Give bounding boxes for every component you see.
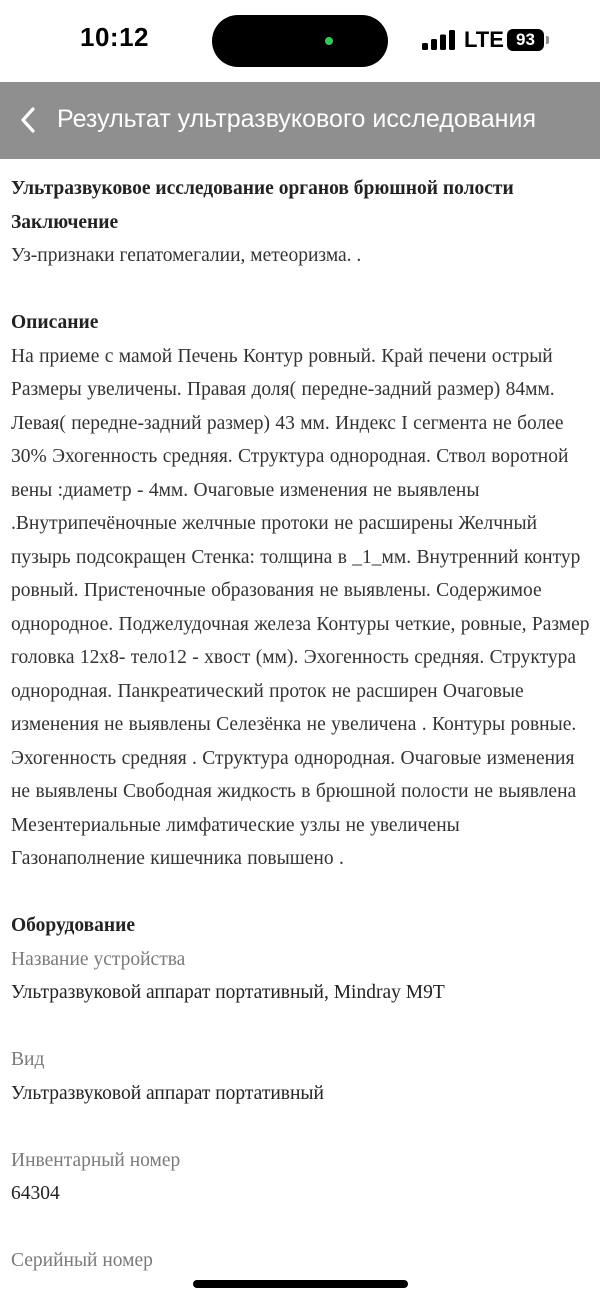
equipment-label: Оборудование xyxy=(11,915,136,936)
page-title: Результат ультразвукового исследования xyxy=(57,105,536,133)
device-name-label: Название устройства xyxy=(11,948,186,970)
battery-icon xyxy=(507,29,544,51)
spacer xyxy=(11,1211,595,1245)
study-title: Ультразвуковое исследование органов брюшной полости xyxy=(11,178,514,199)
serial-label: Серийный номер xyxy=(11,1250,153,1271)
description-label: Описание xyxy=(11,312,99,333)
back-button[interactable] xyxy=(12,100,48,140)
cellular-signal-icon xyxy=(422,30,456,50)
inventory-label: Инвентарный номер xyxy=(11,1149,181,1171)
battery-tip xyxy=(546,36,549,44)
status-time: 10:12 xyxy=(80,22,149,52)
nav-header xyxy=(0,82,600,159)
network-type: LTE xyxy=(464,27,504,52)
spacer xyxy=(11,1010,595,1044)
home-indicator[interactable] xyxy=(193,1280,408,1288)
chevron-left-icon xyxy=(12,100,48,140)
report-content xyxy=(11,172,595,1278)
inventory-value: 64304 xyxy=(11,1183,60,1204)
spacer xyxy=(11,1110,595,1144)
status-bar xyxy=(0,0,600,82)
spacer xyxy=(11,876,595,910)
type-label: Вид xyxy=(11,1049,45,1070)
spacer xyxy=(11,273,595,307)
type-value: Ультразвуковой аппарат портативный xyxy=(11,1082,324,1104)
battery-level: 93 xyxy=(516,30,535,49)
conclusion-text: Уз-признаки гепатомегалии, метеоризма. . xyxy=(11,245,362,266)
device-name-value: Ультразвуковой аппарат портативный, Mindray M9T xyxy=(11,982,445,1003)
conclusion-label: Заключение xyxy=(11,211,119,233)
description-text: На приеме с мамой Печень Контур ровный. Край печени острый Размеры увеличены. Правая доля( передне-задний размер) 84мм. Левая( передне-задний размер) 43 мм. Индекс I сегмента не более 30% Эхогенность средняя. Структура однородная. Ствол воротной вены :диаметр - 4мм. Очаговые изменения не выявлены .Внутрипечёночные желчные протоки не расширены Желчный пузырь подсокращен Стенка: толщина в _1_мм. Внутренний контур ровный. Пристеночные образования не выявлены. Содержимое однородное. Поджелудочная железа Контуры четкие, ровные, Размер головка 12х8- тело12 - хвост (мм). Эхогенность средняя. Структура однородная. Панкреатический проток не расширен Очаговые изменения не выявлены Селезёнка не увеличена . Контуры ровные. Эхогенность средняя . Структура однородная. Очаговые изменения не выявлены Свободная жидкость в брюшной полости не выявлена Мезентериальные лимфатические узлы не увеличены Газонаполнение кишечника повышено . xyxy=(11,345,590,869)
dynamic-island xyxy=(212,15,388,67)
camera-indicator-icon xyxy=(325,37,333,45)
